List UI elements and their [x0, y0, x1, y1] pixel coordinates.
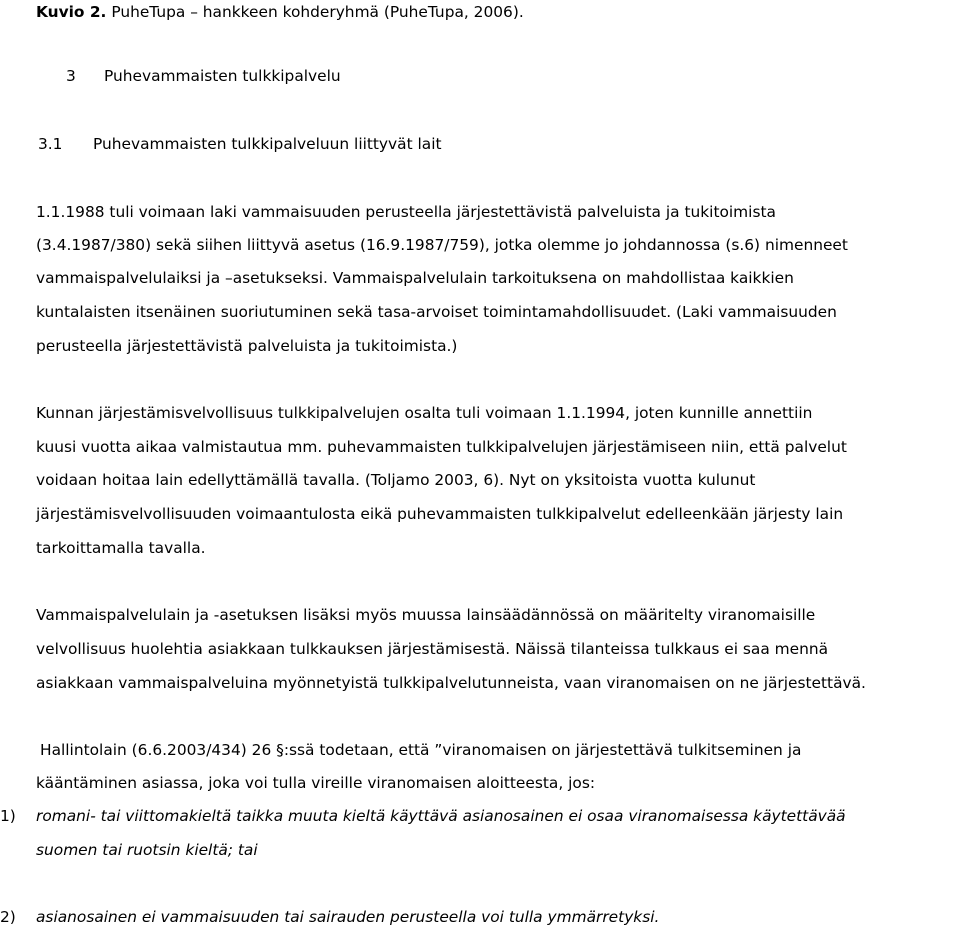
list-item-line: romani- tai viittomakieltä taikka muuta kieltä käyttävä asianosainen ei osaa viranomaisessa käytettävää	[36, 807, 846, 825]
heading-level-2	[38, 134, 442, 154]
caption-text: PuheTupa – hankkeen kohderyhmä (PuheTupa, 2006).	[106, 3, 524, 21]
paragraph-line: tarkoittamalla tavalla.	[36, 539, 206, 557]
paragraph-line: kuusi vuotta aikaa valmistautua mm. puhevammaisten tulkkipalvelujen järjestämiseen niin, että palvelut	[36, 438, 847, 456]
list-item-line: suomen tai ruotsin kieltä; tai	[36, 841, 258, 859]
heading-1-number: 3	[66, 67, 76, 85]
paragraph-line: velvollisuus huolehtia asiakkaan tulkkauksen järjestämisestä. Näissä tilanteissa tulkkaus ei saa mennä	[36, 640, 829, 658]
heading-2-title: Puhevammaisten tulkkipalveluun liittyvät lait	[93, 135, 442, 153]
paragraph-line: Vammaispalvelulain ja -asetuksen lisäksi myös muussa lainsäädännössä on määritelty viranomaisille	[36, 606, 816, 624]
paragraph-line: perusteella järjestettävistä palveluista ja tukitoimista.)	[36, 337, 458, 355]
paragraph-line: 1.1.1988 tuli voimaan laki vammaisuuden perusteella järjestettävistä palveluista ja tukitoimista	[36, 203, 776, 221]
list-item-line: asianosainen ei vammaisuuden tai sairauden perusteella voi tulla ymmärretyksi.	[36, 908, 660, 926]
paragraph-line: (3.4.1987/380) sekä siihen liittyvä asetus (16.9.1987/759), jotka olemme jo johdannossa (s.6) nimenneet	[36, 236, 848, 254]
paragraph-line: Kunnan järjestämisvelvollisuus tulkkipalvelujen osalta tuli voimaan 1.1.1994, joten kunnille annettiin	[36, 404, 813, 422]
list-item-number: 1)	[0, 807, 16, 825]
paragraph-line: kuntalaisten itsenäinen suoriutuminen sekä tasa-arvoiset toimintamahdollisuudet. (Laki vammaisuuden	[36, 303, 837, 321]
paragraph-line: asiakkaan vammaispalveluina myönnetyistä tulkkipalvelutunneista, vaan viranomaisen on ne järjestettävä.	[36, 674, 866, 692]
paragraph-line: vammaispalvelulaiksi ja –asetukseksi. Vammaispalvelulain tarkoituksena on mahdollistaa kaikkien	[36, 269, 794, 287]
paragraph-line: kääntäminen asiassa, joka voi tulla vireille viranomaisen aloitteesta, jos:	[36, 774, 596, 792]
paragraph-line: järjestämisvelvollisuuden voimaantulosta eikä puhevammaisten tulkkipalvelut edelleenkään järjesty lain	[36, 505, 844, 523]
paragraph-line: Hallintolain (6.6.2003/434) 26 §:ssä todetaan, että ”viranomaisen on järjestettävä tulkitseminen ja	[40, 741, 802, 759]
heading-level-1	[66, 66, 341, 86]
list-item-number: 2)	[0, 908, 16, 926]
heading-2-number: 3.1	[38, 135, 63, 153]
heading-1-title: Puhevammaisten tulkkipalvelu	[104, 67, 341, 85]
paragraph-line: voidaan hoitaa lain edellyttämällä tavalla. (Toljamo 2003, 6). Nyt on yksitoista vuotta kulunut	[36, 471, 756, 489]
figure-caption	[36, 2, 524, 22]
caption-label: Kuvio 2.	[36, 3, 107, 21]
